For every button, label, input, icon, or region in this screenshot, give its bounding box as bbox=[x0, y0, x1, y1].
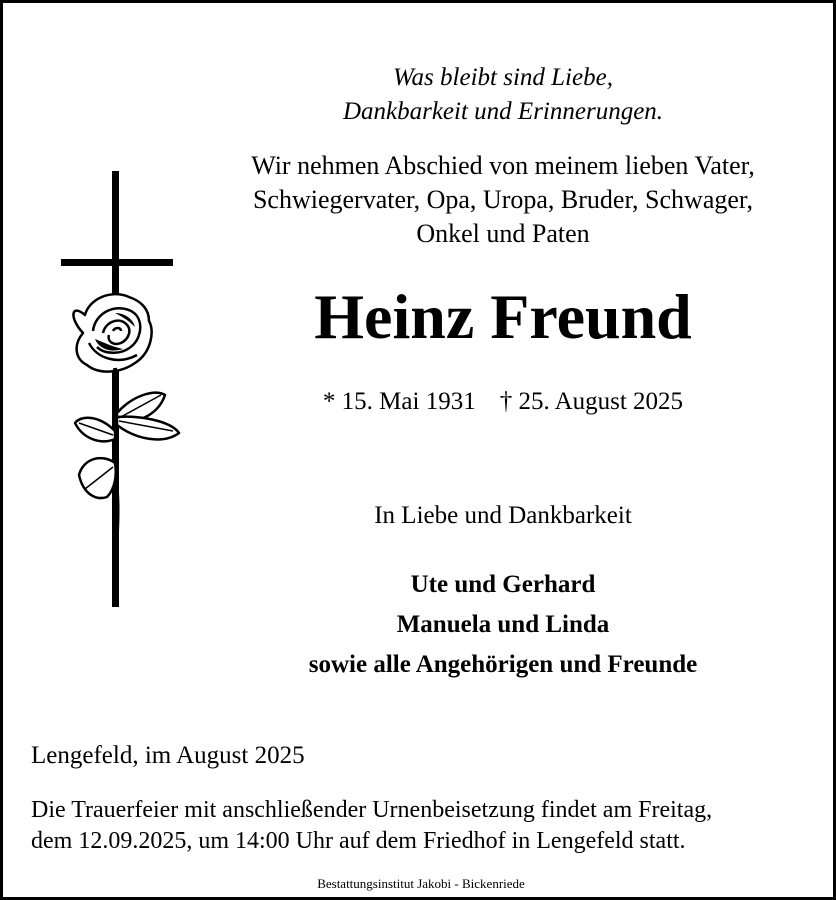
death-date: † 25. August 2025 bbox=[499, 388, 684, 415]
farewell-line-2: Schwiegervater, Opa, Uropa, Bruder, Schwager, bbox=[252, 185, 754, 214]
closing-phrase: In Liebe und Dankbarkeit bbox=[374, 502, 632, 529]
mourners-list bbox=[85, 565, 836, 685]
service-announcement bbox=[31, 795, 811, 857]
birth-date: * 15. Mai 1931 bbox=[322, 388, 476, 415]
quote-line-1: Was bleibt sind Liebe, bbox=[393, 64, 613, 91]
quote-line-2: Dankbarkeit und Erinnerungen. bbox=[342, 98, 664, 125]
mourner-line: Ute und Gerhard bbox=[410, 571, 596, 598]
mourner-line: Manuela und Linda bbox=[396, 611, 610, 638]
farewell-text bbox=[85, 149, 836, 251]
life-dates bbox=[85, 385, 836, 419]
service-line-2: dem 12.09.2025, um 14:00 Uhr auf dem Friedhof in Lengefeld statt. bbox=[31, 828, 686, 854]
place-and-date: Lengefeld, im August 2025 bbox=[31, 742, 305, 769]
funeral-home: Bestattungsinstitut Jakobi - Bickenriede bbox=[317, 876, 525, 891]
farewell-line-3: Onkel und Paten bbox=[416, 219, 590, 248]
mourner-line: sowie alle Angehörigen und Freunde bbox=[308, 651, 698, 678]
deceased-name: Heinz Freund bbox=[314, 281, 692, 352]
memorial-quote bbox=[85, 61, 836, 129]
service-line-1: Die Trauerfeier mit anschließender Urnenbeisetzung findet am Freitag, bbox=[31, 797, 713, 823]
farewell-line-1: Wir nehmen Abschied von meinem lieben Vater, bbox=[251, 151, 755, 180]
